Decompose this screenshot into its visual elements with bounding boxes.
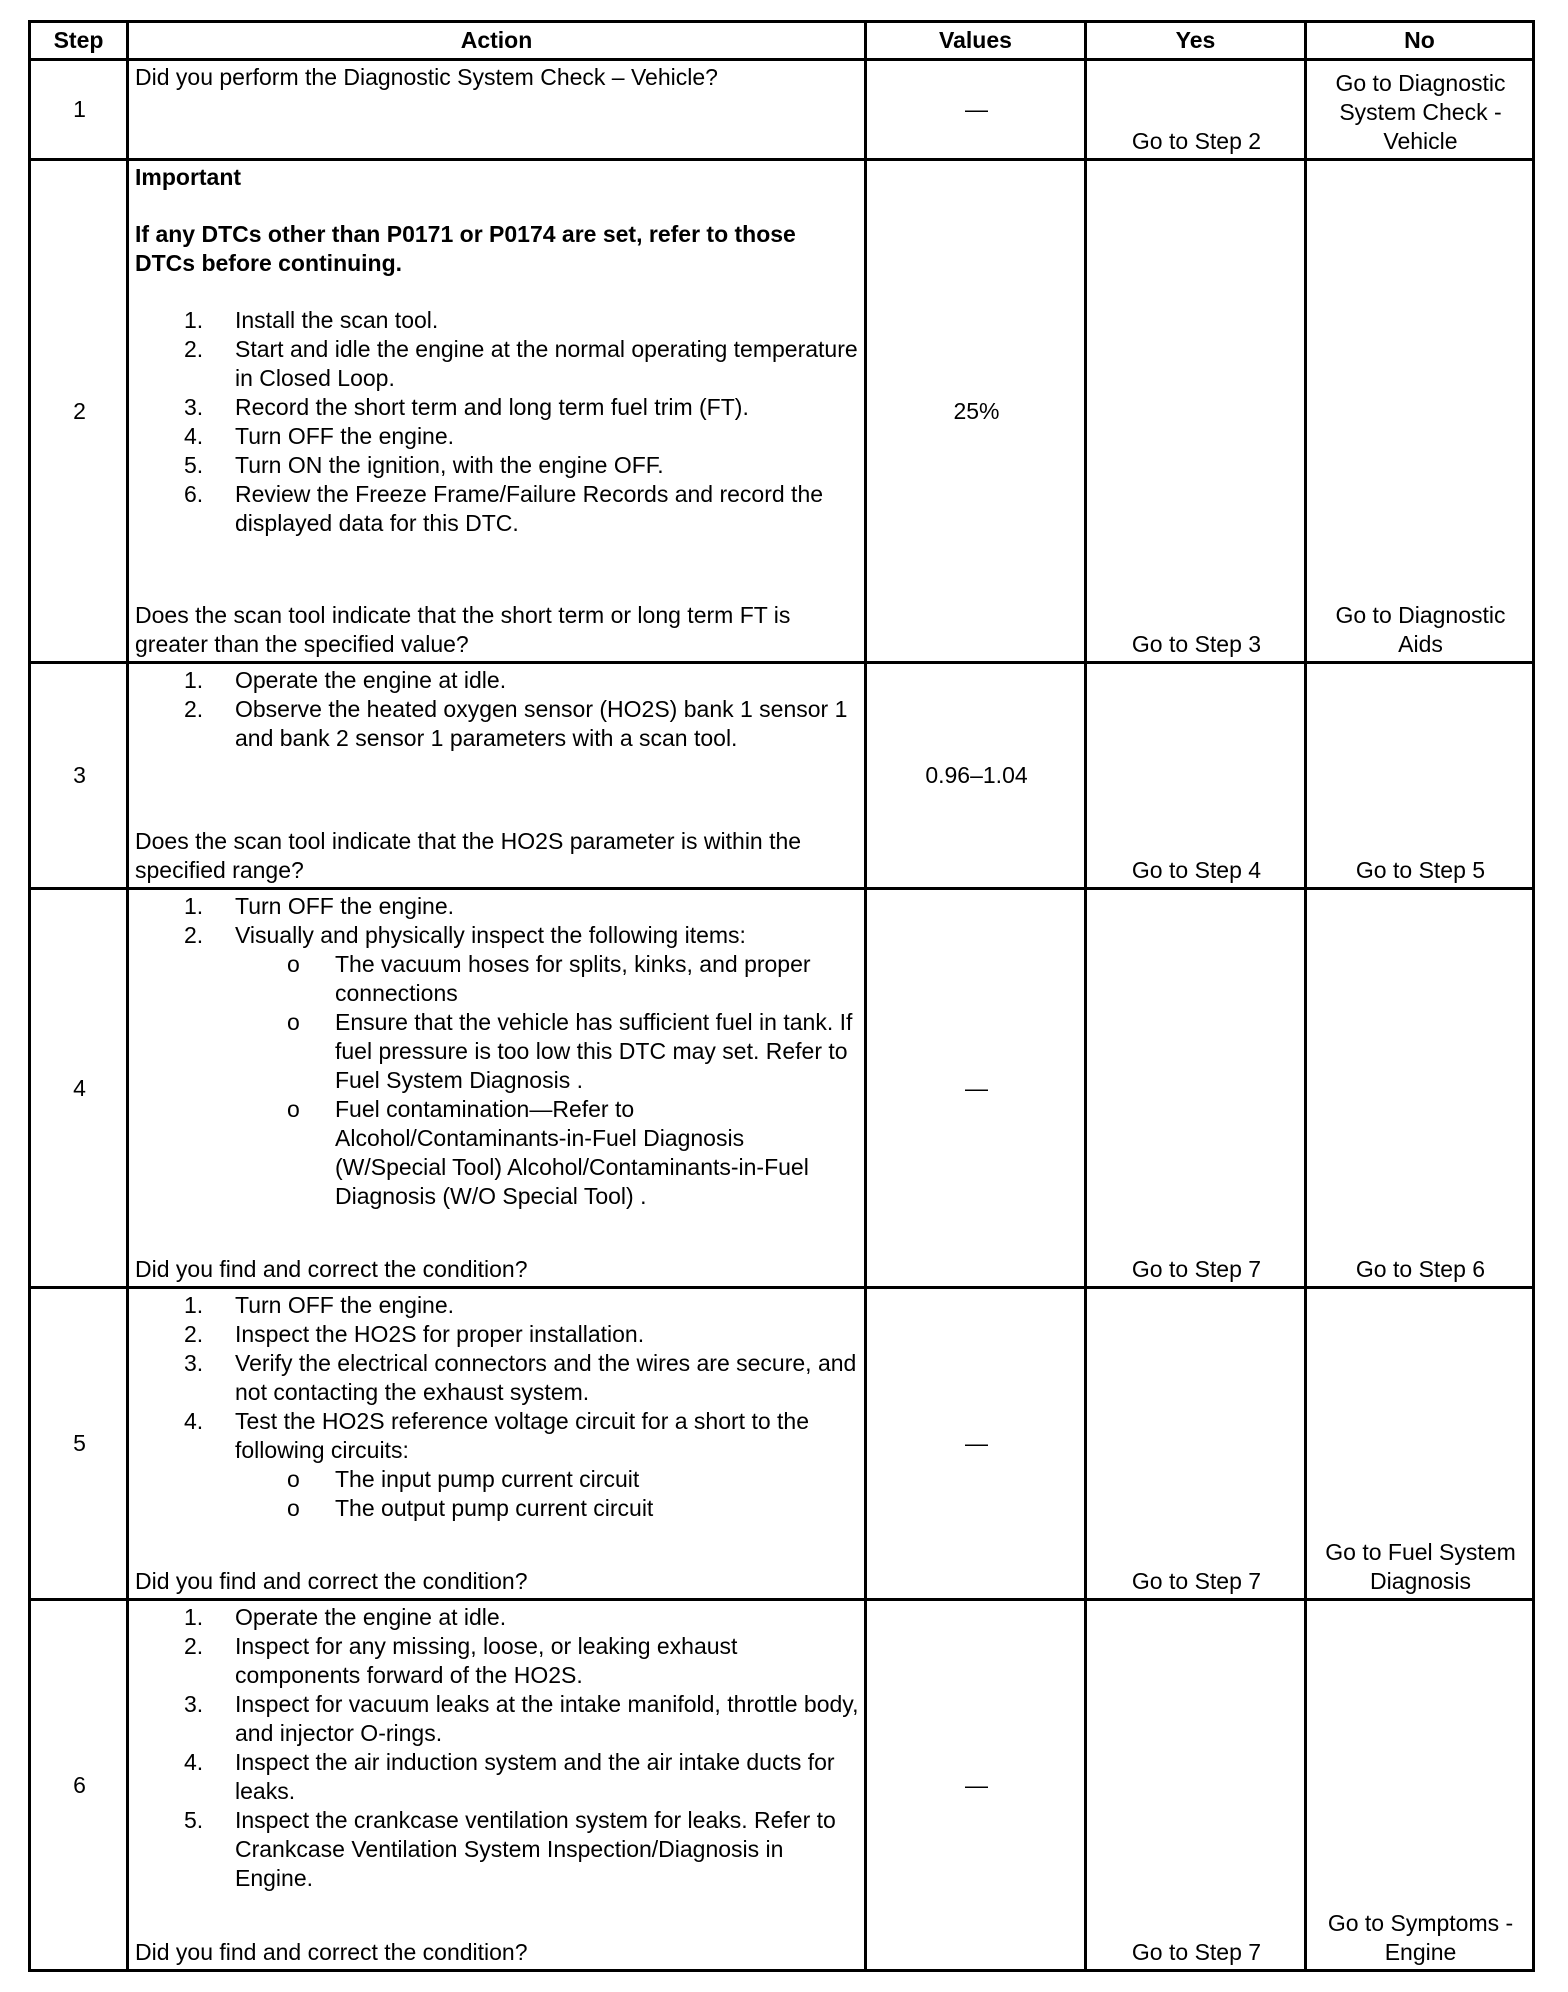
table-row bbox=[30, 663, 1534, 889]
no-cell: Go to Step 6 bbox=[1306, 889, 1534, 1288]
table-row bbox=[30, 1600, 1534, 1971]
yes-cell: Go to Step 4 bbox=[1086, 663, 1306, 889]
question: Did you find and correct the condition? bbox=[135, 1568, 528, 1595]
yes-cell: Go to Step 7 bbox=[1086, 1600, 1306, 1971]
instruction-list bbox=[135, 1603, 860, 1893]
sub-list-item: o The vacuum hoses for splits, kinks, and proper connections bbox=[287, 951, 811, 1007]
question: Does the scan tool indicate that the HO2S parameter is within the specified range? bbox=[135, 828, 802, 884]
list-item: 4. Test the HO2S reference voltage circuit for a short to the following circuits: o The input pump current circuit o The output pump current circuit bbox=[135, 1407, 860, 1523]
question: Did you perform the Diagnostic System Check – Vehicle? bbox=[135, 64, 718, 90]
value-cell: — bbox=[866, 60, 1086, 160]
instruction-list bbox=[135, 666, 860, 753]
yes-cell: Go to Step 2 bbox=[1086, 60, 1306, 160]
yes-cell: Go to Step 7 bbox=[1086, 1287, 1306, 1599]
table-row bbox=[30, 889, 1534, 1288]
step-number: 4 bbox=[30, 889, 128, 1288]
action-cell bbox=[128, 1600, 866, 1971]
list-item: 5. Inspect the crankcase ventilation system for leaks. Refer to Crankcase Ventilation System Inspection/Diagnosis in Engine. bbox=[184, 1807, 836, 1892]
table-row bbox=[30, 60, 1534, 160]
yes-cell: Go to Step 3 bbox=[1086, 159, 1306, 663]
sub-list-item: o Fuel contamination—Refer to Alcohol/Contaminants-in-Fuel Diagnosis (W/Special Tool) Alcohol/Contaminants-in-Fuel Diagnosis (W/O Special Tool) . bbox=[287, 1096, 809, 1210]
action-cell bbox=[128, 159, 866, 663]
value-cell: — bbox=[866, 889, 1086, 1288]
instruction-list bbox=[135, 306, 860, 538]
list-item: 5. Turn ON the ignition, with the engine OFF. bbox=[184, 451, 664, 478]
sub-list bbox=[235, 1465, 860, 1523]
important-title: Important bbox=[135, 163, 242, 190]
list-item: 3. Record the short term and long term fuel trim (FT). bbox=[184, 393, 749, 420]
action-cell bbox=[128, 1287, 866, 1599]
list-item: 1. Turn OFF the engine. bbox=[184, 893, 455, 920]
no-cell: Go to Diagnostic Aids bbox=[1306, 159, 1534, 663]
action-cell bbox=[128, 889, 866, 1288]
list-item: 2. Visually and physically inspect the following items: o The vacuum hoses for splits, kinks, and proper connections o Ensure that the vehicle has sufficient fuel in tank. If fuel pressure is too low this DTC may set. Refer to Fuel System Diagnosis . o Fuel contamination—Refer to Alcohol/Contaminants-in-Fuel Diagnosis (W/Special Tool) Alcohol/Contaminants-in-Fuel Diagnosis (W/O Special Tool) . bbox=[135, 921, 860, 1211]
value-cell: 25% bbox=[866, 159, 1086, 663]
header-yes: Yes bbox=[1086, 22, 1306, 60]
step-number: 2 bbox=[30, 159, 128, 663]
sub-list bbox=[235, 950, 860, 1211]
list-item: 1. Operate the engine at idle. bbox=[184, 1604, 507, 1631]
question: Does the scan tool indicate that the short term or long term FT is greater than the specified value? bbox=[135, 602, 791, 658]
list-item: 1. Operate the engine at idle. bbox=[184, 667, 507, 694]
list-item: 2. Inspect for any missing, loose, or leaking exhaust components forward of the HO2S. bbox=[184, 1633, 738, 1689]
no-cell: Go to Diagnostic System Check - Vehicle bbox=[1306, 60, 1534, 160]
header-step: Step bbox=[30, 22, 128, 60]
no-cell: Go to Step 5 bbox=[1306, 663, 1534, 889]
list-item: 2. Start and idle the engine at the normal operating temperature in Closed Loop. bbox=[184, 335, 858, 391]
action-cell bbox=[128, 663, 866, 889]
list-item: 4. Turn OFF the engine. bbox=[184, 422, 455, 449]
question: Did you find and correct the condition? bbox=[135, 1939, 528, 1965]
step-number: 6 bbox=[30, 1600, 128, 1971]
list-item: 6. Review the Freeze Frame/Failure Records and record the displayed data for this DTC. bbox=[184, 480, 824, 536]
list-item: 1. Install the scan tool. bbox=[184, 306, 439, 333]
list-item: 1. Turn OFF the engine. bbox=[184, 1291, 455, 1318]
diagnostic-table bbox=[28, 20, 1535, 1972]
table-row bbox=[30, 1287, 1534, 1599]
no-cell: Go to Symptoms - Engine bbox=[1306, 1600, 1534, 1971]
instruction-list bbox=[135, 892, 860, 1211]
question: Did you find and correct the condition? bbox=[135, 1255, 528, 1282]
header-action: Action bbox=[128, 22, 866, 60]
instruction-list bbox=[135, 1291, 860, 1523]
list-item: 3. Inspect for vacuum leaks at the intake manifold, throttle body, and injector O-rings. bbox=[184, 1691, 859, 1747]
yes-cell: Go to Step 7 bbox=[1086, 889, 1306, 1288]
list-item: 4. Inspect the air induction system and the air intake ducts for leaks. bbox=[184, 1749, 835, 1805]
value-cell: — bbox=[866, 1600, 1086, 1971]
header-values: Values bbox=[866, 22, 1086, 60]
important-text: If any DTCs other than P0171 or P0174 are set, refer to those DTCs before continuing. bbox=[135, 220, 796, 276]
value-cell: — bbox=[866, 1287, 1086, 1599]
sub-list-item: o Ensure that the vehicle has sufficient fuel in tank. If fuel pressure is too low this DTC may set. Refer to Fuel System Diagnosis . bbox=[287, 1009, 853, 1094]
list-item: 2. Observe the heated oxygen sensor (HO2S) bank 1 sensor 1 and bank 2 sensor 1 parameters with a scan tool. bbox=[184, 696, 848, 752]
sub-list-item: o The input pump current circuit bbox=[287, 1465, 640, 1492]
step-number: 3 bbox=[30, 663, 128, 889]
step-number: 5 bbox=[30, 1287, 128, 1599]
table-header-row bbox=[30, 22, 1534, 60]
table-row bbox=[30, 159, 1534, 663]
header-no: No bbox=[1306, 22, 1534, 60]
list-item: 3. Verify the electrical connectors and the wires are secure, and not contacting the exhaust system. bbox=[184, 1349, 857, 1405]
no-cell: Go to Fuel System Diagnosis bbox=[1306, 1287, 1534, 1599]
value-cell: 0.96–1.04 bbox=[866, 663, 1086, 889]
step-number: 1 bbox=[30, 60, 128, 160]
list-item: 2. Inspect the HO2S for proper installation. bbox=[184, 1320, 645, 1347]
action-cell bbox=[128, 60, 866, 160]
sub-list-item: o The output pump current circuit bbox=[287, 1494, 654, 1521]
